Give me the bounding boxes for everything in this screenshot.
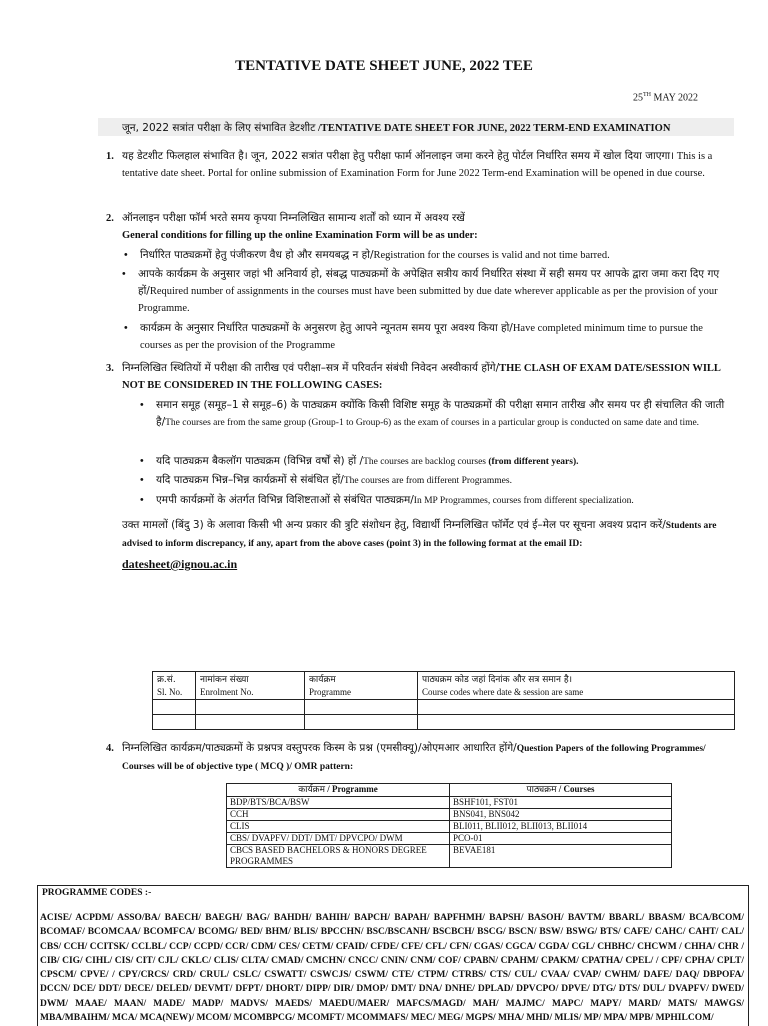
table-row: CBCS BASED BACHELORS & HONORS DEGREE PROGRAMMES BEVAE181: [227, 845, 672, 868]
table-row: [153, 715, 735, 730]
mcq-programmes-table: [226, 783, 672, 868]
clash-case: • यदि पाठ्यक्रम भिन्न–भिन्न कार्यक्रमों से संबंधित हों/The courses are from different Programmes.: [140, 474, 512, 486]
table-row: CLIS BLI011, BLII012, BLII013, BLII014: [227, 821, 672, 833]
point-1: 1. यह डेटशीट फिलहाल संभावित है। जून, 2022 सत्रांत परीक्षा हेतु परीक्षा फार्म ऑनलाइन जमा करने हेतु पोर्टल निर्धारित समय में खोल दिया जाएगा। This is a tentative date sheet. Portal for online submission of Examination Form for June 2022 Term-end Examination will be opened in due course.: [106, 150, 713, 179]
discrepancy-format-table: [152, 671, 735, 730]
subtitle-text: जून, 2022 सत्रांत परीक्षा के लिए संभावित डेटशीट /TENTATIVE DATE SHEET FOR JUNE, 2022 TERM-END EXAMINATION: [122, 122, 671, 134]
header-programme: कार्यक्रम / Programme: [227, 784, 450, 797]
programme-codes-list: ACISE/ ACPDM/ ASSO/BA/ BAECH/ BAEGH/ BAG/ BAHDH/ BAHIH/ BAPCH/ BAPAH/ BAPFHMH/ BAPSH/ BASOH/ BAVTM/ BBARL/ BBASM/ BCA/BCOM/ BCOMAF/ BCOMCAA/ BCOMFCA/ BCOMG/ BED/ BHM/ BLIS/ BPCCHN/ BSC/BSCANH/ BSCBCH/ BSCG/ BSCN/ BSW/ BSWG/ BTS/ CAFE/ CAHC/ CAHT/ CAL/ CBS/ CCH/ CCITSK/ CCLBL/ CCP/ CCPD/ CCR/ CDM/ CES/ CETM/ CFAID/ CFDE/ CFE/ CFL/ CFN/ CGAS/ CGCA/ CGDA/ CGL/ CHBHC/ CHCWM / CHHA/ CHR / CIB/ CIG/ CIHL/ CIS/ CIT/ CJL/ CKLC/ CLIS/ CLTA/ CMAD/ CMCHN/ CNCC/ CNIN/ CNM/ COF/ CPABN/ CPAHM/ CPAKM/ CPATHA/ CPEL/ / CPF/ CPHA/ CPLT/ CPSCM/ CPVE/ / CPY/CRCS/ CRD/ CRUL/ CSLC/ CSWATT/ CSWCJS/ CSWM/ CTE/ CTPM/ CTRBS/ CTS/ CUL/ CVAA/ CVAP/ CWHM/ DAFE/ DAQ/ DBPOFA/ DCCN/ DCE/ DDT/ DECE/ DELED/ DEVMT/ DFPT/ DHORT/ DIPP/ DIR/ DMOP/ DMT/ DNA/ DNHE/ DPLAD/ DPVCPO/ DPVE/ DTG/ DTS/ DUL/ DVAPFV/ DWED/ DWM/ MAAE/ MAAN/ MADE/ MADP/ MADVS/ MAEDS/ MAEDU/MAER/ MAFCS/MAGD/ MAH/ MAJMC/ MAPC/ MAPY/ MARD/ MATS/ MAWGS/ MBA/MBAIHM/ MCA/ MCA(NEW)/ MCOM/ MCOMBPCG/ MCOMFT/ MCOMMAFS/ MEC/ MEG/ MGPS/ MHA/ MHD/ MLIS/ MP/ MPA/ MPB/ MPHILCOM/: [40, 913, 744, 1024]
email-link[interactable]: datesheet@ignou.ac.in: [122, 557, 238, 571]
table-row: CBS/ DVAPFV/ DDT/ DMT/ DPVCPO/ DWM PCO-01: [227, 833, 672, 845]
header-programme: कार्यक्रम Programme: [305, 672, 418, 700]
condition-item: • आपके कार्यक्रम के अनुसार जहां भी अनिवार्य हो, संबद्ध पाठ्यक्रमों के अपेक्षित सत्रीय कार्य निर्धारित संस्था में सही समय पर आपके द्वारा जमा करा दिए गए हों/Required number of assignments in the courses must have been submitted by due date wherever applicable as per the provision of your Programme.: [122, 268, 720, 314]
point-3: 3. निम्नलिखित स्थितियों में परीक्षा की तारीख एवं परीक्षा–सत्र में परिवर्तन संबंधी निवेदन अस्वीकार्य होंगे/THE CLASH OF EXAM DATE/SESSION WILL NOT BE CONSIDERED IN THE FOLLOWING CASES:: [106, 362, 721, 391]
table-header-row: [227, 784, 672, 797]
table-row: BDP/BTS/BCA/BSW BSHF101, FST01: [227, 797, 672, 809]
header-enrolment: नामांकन संख्या Enrolment No.: [196, 672, 305, 700]
header-sl-no: क्र.सं. Sl. No.: [153, 672, 196, 700]
issue-date: 25TH MAY 2022: [632, 92, 698, 104]
table-header-row: [153, 672, 735, 700]
discrepancy-note: उक्त मामलों (बिंदु 3) के अलावा किसी भी अन्य प्रकार की त्रुटि संशोधन हेतु, विद्यार्थी निम्नलिखित फॉर्मेट एवं ई–मेल पर सूचना अवश्य प्रदान करें/Students are advised to inform discrepancy, if any, apart from the above cases (point 3) in the following format at the email ID:: [122, 519, 717, 549]
header-course-codes: पाठ्यक्रम कोड जहां दिनांक और सत्र समान है। Course codes where date & session are same: [418, 672, 735, 700]
point-2: 2. ऑनलाइन परीक्षा फॉर्म भरते समय कृपया निम्नलिखित सामान्य शर्तों को ध्यान में अवश्य रखें General conditions for filling up the online Examination Form will be as under:: [106, 212, 478, 241]
condition-item: • निर्धारित पाठ्यक्रमों हेतु पंजीकरण वैध हो और समयबद्ध न हो/Registration for the courses is valid and not time barred.: [124, 249, 610, 261]
page-title: TENTATIVE DATE SHEET JUNE, 2022 TEE: [235, 58, 533, 74]
condition-item: • कार्यक्रम के अनुसार निर्धारित पाठ्यक्रमों के अनुसरण हेतु आपने न्यूनतम समय पूरा अवश्य किया हो/Have completed minimum time to pursue the courses as per the provision of the Programme: [124, 322, 703, 351]
clash-case: • यदि पाठ्यक्रम बैकलॉग पाठ्यक्रम (विभिन्न वर्षों से) हों /The courses are backlog courses (from different years).: [140, 455, 579, 467]
clash-case: • एमपी कार्यक्रमों के अंतर्गत विभिन्न विशिष्टताओं से संबंधित पाठ्यक्रम/In MP Programmes, courses from different specialization.: [140, 494, 634, 506]
point-4: 4. निम्नलिखित कार्यक्रम/पाठ्यक्रमों के प्रश्नपत्र वस्तुपरक किस्म के प्रश्न (एमसीक्यू)/ओएमआर आधारित होंगे/Question Papers of the following Programmes/ Courses will be of objective type ( MCQ )/ OMR pattern:: [106, 742, 706, 772]
table-row: CCH BNS041, BNS042: [227, 809, 672, 821]
table-row: [153, 700, 735, 715]
clash-case: • समान समूह (समूह–1 से समूह–6) के पाठ्यक्रम क्योंकि किसी विशिष्ट समूह के पाठ्यक्रमों की परीक्षा समान तारीख और समय पर ही संचालित की जाती है/The courses are from the same group (Group-1 to Group-6) as the exam of courses in a particular group is conducted on same date and time.: [140, 399, 725, 428]
header-courses: पाठ्यक्रम / Courses: [450, 784, 672, 797]
programme-codes-heading: PROGRAMME CODES :-: [42, 888, 152, 898]
